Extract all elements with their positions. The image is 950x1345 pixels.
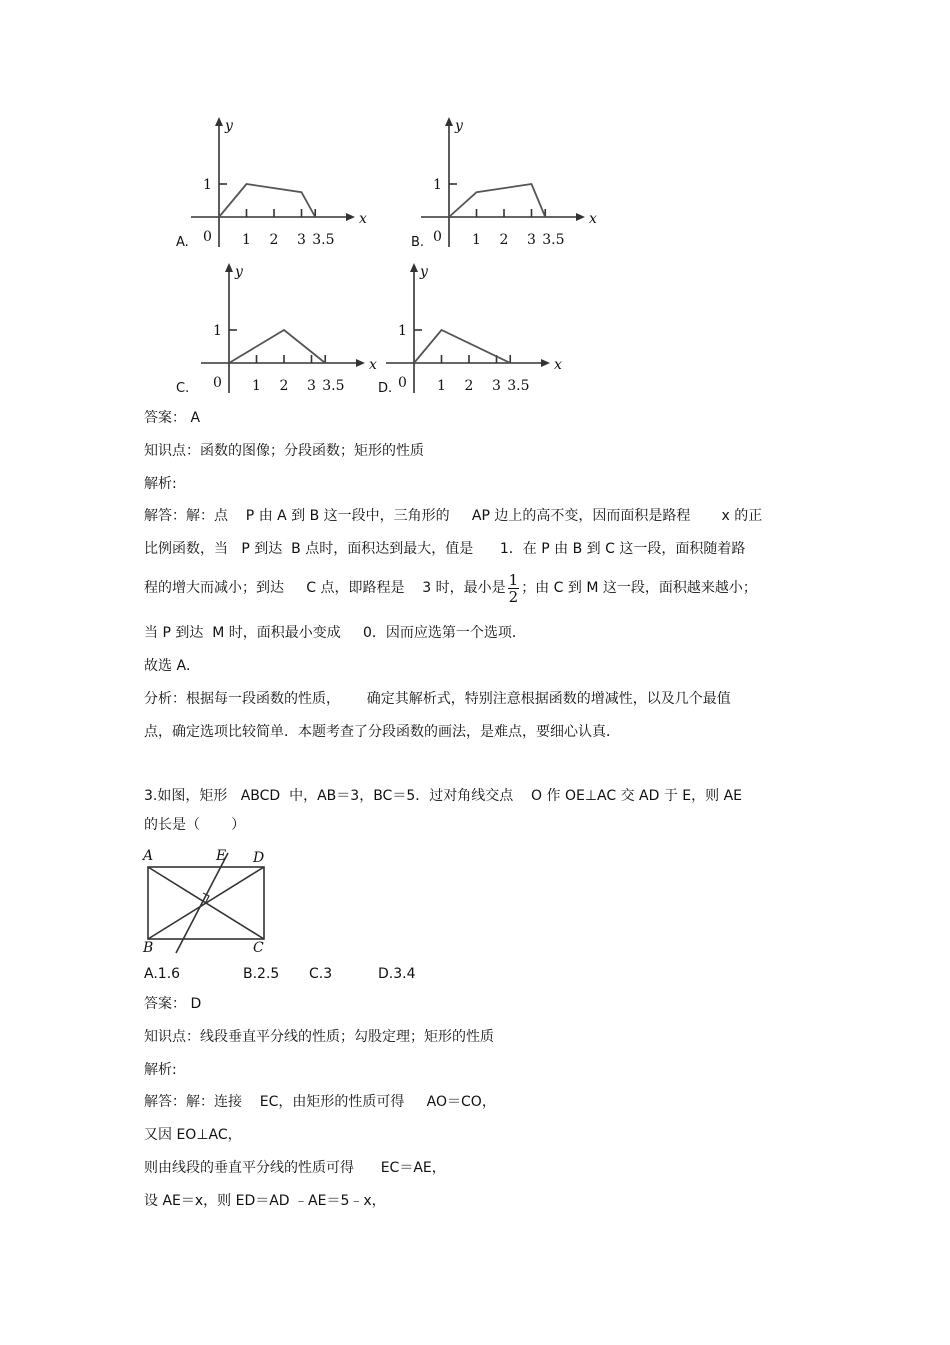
- x-tick-label: 3.5: [542, 232, 565, 248]
- label-d: D: [253, 850, 265, 866]
- origin-label: 0: [433, 229, 442, 245]
- q2-solution-line-1: 解答：解：点 P 由 A 到 B 这一段中，三角形的 AP 边上的高不变，因而面积是路程 x 的正: [144, 508, 763, 524]
- x-tick-label: 2: [269, 232, 279, 248]
- x-axis-arrow: [356, 359, 365, 367]
- x-axis-arrow: [576, 213, 585, 221]
- q2-fenxi-line-2: 点，确定选项比较简单．本题考查了分段函数的画法，是难点，要细心认真．: [144, 724, 620, 740]
- line-oe: [176, 853, 228, 953]
- x-tick-label: 1: [252, 378, 261, 394]
- origin-label: 0: [213, 375, 222, 391]
- x-axis-arrow: [346, 213, 355, 221]
- x-tick-label: 3.5: [507, 378, 530, 394]
- q2-solution-line-3: [144, 568, 757, 608]
- x-tick-label: 2: [464, 378, 474, 394]
- q3-solution-line-1: 解答：解：连接 EC，由矩形的性质可得 AO＝CO，: [144, 1094, 496, 1110]
- q3-stem-line-1: 3.如图，矩形 ABCD 中，AB＝3，BC＝5．过对角线交点 O 作 OE⊥AC 交 AD 于 E，则 AE: [144, 788, 742, 804]
- q3-solution-line-2: 又因 EO⊥AC，: [144, 1127, 242, 1143]
- x-tick-label: 3: [527, 232, 536, 248]
- y-axis-arrow: [410, 263, 418, 272]
- fraction-numerator: 1: [508, 570, 519, 589]
- y-tick-label: 1: [398, 323, 407, 339]
- option-c-graph: [200, 258, 380, 398]
- option-b-label: B.: [411, 235, 425, 250]
- x-axis-label: x: [554, 357, 562, 373]
- x-tick-label: 3.5: [322, 378, 345, 394]
- option-d-graph: [385, 258, 565, 398]
- q3-option-a: A.1.6: [144, 966, 181, 982]
- rectangle-figure: [140, 843, 280, 958]
- x-tick-label: 2: [279, 378, 289, 394]
- option-a-label: A.: [176, 235, 189, 250]
- y-axis-arrow: [225, 263, 233, 272]
- fraction-denominator: 2: [508, 587, 519, 606]
- x-tick-label: 3.5: [312, 232, 335, 248]
- label-c: C: [253, 940, 264, 956]
- x-tick-label: 1: [437, 378, 446, 394]
- y-axis-label: y: [235, 264, 243, 280]
- x-tick-label: 1: [242, 232, 251, 248]
- q2-sol3-text-a: 程的增大而减小；到达 C 点，即路程是 3 时，最小是: [144, 580, 506, 596]
- y-axis-arrow: [445, 117, 453, 126]
- x-tick-label: 3: [492, 378, 501, 394]
- label-b: B: [143, 940, 154, 956]
- x-axis-label: x: [359, 211, 367, 227]
- y-tick-label: 1: [203, 177, 212, 193]
- q2-solution-line-4: 当 P 到达 M 时，面积最小变成 0．因而应选第一个选项．: [144, 625, 526, 641]
- origin-label: 0: [203, 229, 212, 245]
- q2-solution-line-2: 比例函数，当 P 到达 B 点时，面积达到最大，值是 1．在 P 由 B 到 C 这一段，面积随着路: [144, 541, 746, 557]
- x-tick-label: 2: [499, 232, 509, 248]
- x-tick-label: 1: [472, 232, 481, 248]
- q3-solution-line-3: 则由线段的垂直平分线的性质可得 EC＝AE，: [144, 1160, 446, 1176]
- q3-knowledge: 知识点：线段垂直平分线的性质；勾股定理；矩形的性质: [144, 1029, 494, 1045]
- x-tick-label: 3: [297, 232, 306, 248]
- y-axis-label: y: [420, 264, 428, 280]
- q3-analysis-head: 解析:: [144, 1062, 177, 1078]
- x-axis-label: x: [589, 211, 597, 227]
- q2-analysis-head: 解析:: [144, 476, 177, 492]
- option-d-label: D.: [378, 381, 393, 396]
- q3-option-b: B.2.5: [243, 966, 280, 982]
- x-tick-label: 3: [307, 378, 316, 394]
- q3-option-c: C.3: [309, 966, 333, 982]
- q3-solution-line-4: 设 AE＝x，则 ED＝AD ﹣AE＝5﹣x，: [144, 1193, 386, 1209]
- option-a-graph: [190, 112, 370, 252]
- y-tick-label: 1: [213, 323, 222, 339]
- q3-option-d: D.3.4: [378, 966, 416, 982]
- y-axis-label: y: [455, 118, 463, 134]
- q2-answer: 答案： A: [144, 410, 201, 426]
- y-tick-label: 1: [433, 177, 442, 193]
- q3-stem-line-2: 的长是（ ）: [144, 817, 246, 833]
- y-axis-label: y: [225, 118, 233, 134]
- one-half-fraction: [508, 572, 520, 605]
- y-axis-arrow: [215, 117, 223, 126]
- label-e: E: [216, 848, 227, 864]
- x-axis-arrow: [541, 359, 550, 367]
- q2-knowledge: 知识点：函数的图像；分段函数；矩形的性质: [144, 443, 424, 459]
- origin-label: 0: [398, 375, 407, 391]
- option-c-label: C.: [176, 381, 190, 396]
- x-axis-label: x: [369, 357, 377, 373]
- option-b-graph: [420, 112, 600, 252]
- label-a: A: [143, 848, 154, 864]
- q2-choose: 故选 A．: [144, 658, 201, 674]
- q2-sol3-text-b: ；由 C 到 M 这一段，面积越来越小；: [521, 580, 757, 596]
- q3-answer: 答案： D: [144, 996, 202, 1012]
- q2-fenxi-line-1: 分析：根据每一段函数的性质， 确定其解析式，特别注意根据函数的增减性，以及几个最值: [144, 691, 731, 707]
